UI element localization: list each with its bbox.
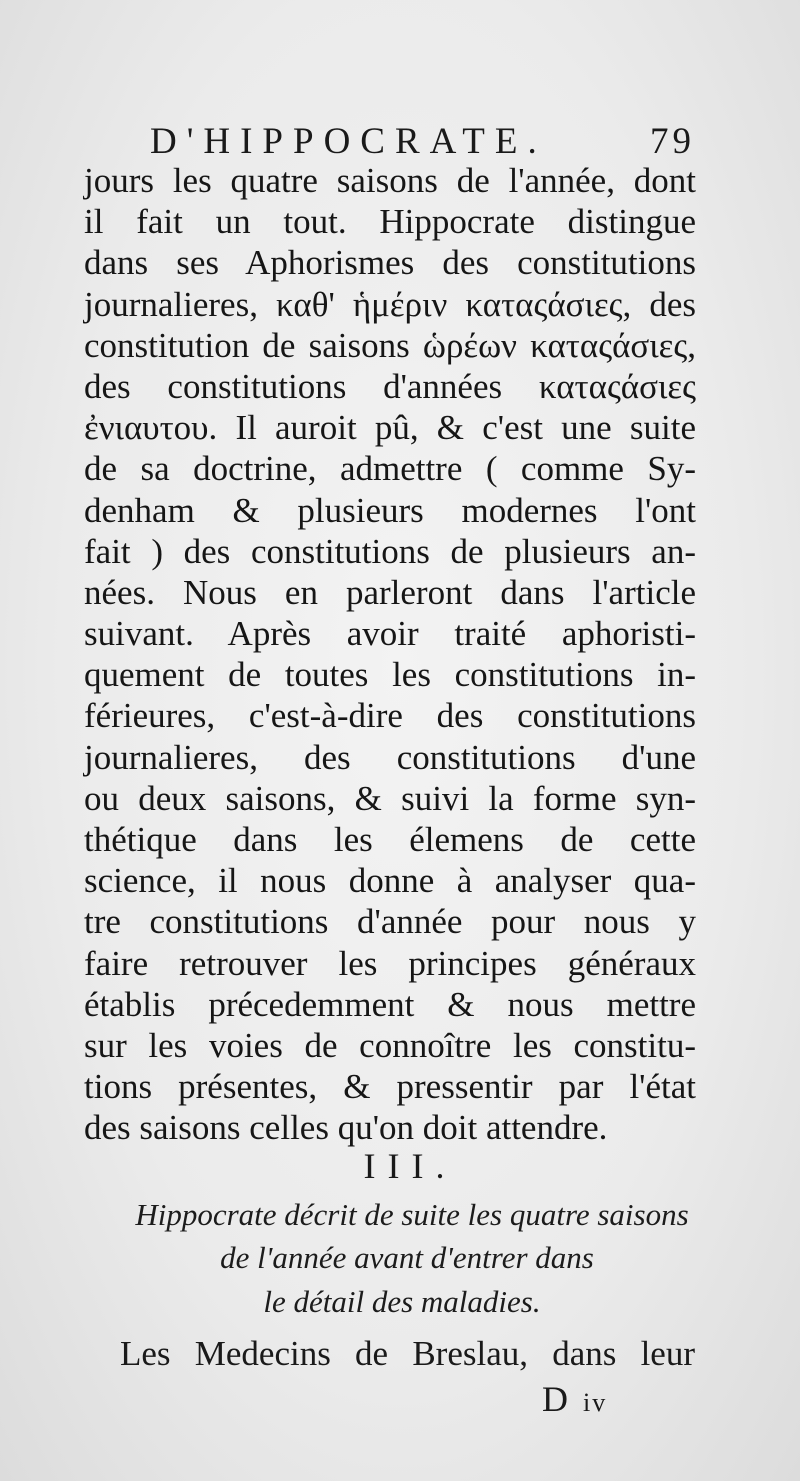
text-line: ou deux saisons, & suivi la forme syn-: [84, 778, 696, 818]
text-line: thétique dans les élemens de cette: [84, 820, 696, 859]
text-line: des constitutions d'années καταςάσιες: [84, 366, 696, 406]
text-line: faire retrouver les principes généraux: [84, 943, 696, 983]
text-line: journalieres, καθ' ἡμέριν καταςάσιες, des: [84, 284, 696, 324]
text-line: journalieres, des constitutions d'une: [84, 737, 696, 777]
text-line: il fait un tout. Hippocrate distingue: [84, 202, 696, 242]
text-line: denham & plusieurs modernes l'ont: [84, 490, 696, 530]
text-line: férieures, c'est-à-dire des constitutions: [84, 696, 696, 736]
text-line: constitution de saisons ὡρέων καταςάσιες,: [84, 325, 696, 365]
signature-letter: D: [542, 1379, 571, 1419]
text-line: dans ses Aphorismes des constitutions: [84, 243, 696, 283]
page-number: 79: [650, 121, 695, 162]
text-line: science, il nous donne à analyser qua-: [84, 861, 696, 901]
section-heading-line: de l'année avant d'entrer dans: [220, 1240, 594, 1275]
text-line: ἐνιαυτου. Il auroit pû, & c'est une suite: [84, 408, 696, 448]
text-line: tions présentes, & pressentir par l'état: [84, 1067, 696, 1107]
text-line: jours les quatre saisons de l'année, dont: [84, 161, 696, 200]
text-line: tre constitutions d'année pour nous y: [84, 902, 696, 942]
text-line: de sa doctrine, admettre ( comme Sy-: [84, 449, 696, 489]
signature-mark: [542, 1378, 607, 1420]
text-line: nées. Nous en parleront dans l'article: [84, 572, 696, 612]
text-line: des saisons celles qu'on doit attendre.: [84, 1108, 608, 1148]
text-line: quement de toutes les constitutions in-: [84, 655, 696, 695]
text-line: sur les voies de connoître les constitu-: [84, 1025, 696, 1065]
section-number: III.: [363, 1146, 457, 1186]
section-heading-line: le détail des maladies.: [263, 1284, 541, 1319]
text-line: établis précedemment & nous mettre: [84, 984, 696, 1024]
running-title: D'HIPPOCRATE.: [150, 121, 547, 162]
section-heading-line: Hippocrate décrit de suite les quatre saisons: [135, 1197, 689, 1232]
text-line: suivant. Après avoir traité aphoristi-: [84, 614, 696, 654]
body-text: [84, 160, 696, 1149]
signature-numeral: iv: [583, 1388, 608, 1417]
text-line: fait ) des constitutions de plusieurs an-: [84, 531, 696, 571]
next-paragraph-line: Les Medecins de Breslau, dans leur: [120, 1334, 695, 1373]
